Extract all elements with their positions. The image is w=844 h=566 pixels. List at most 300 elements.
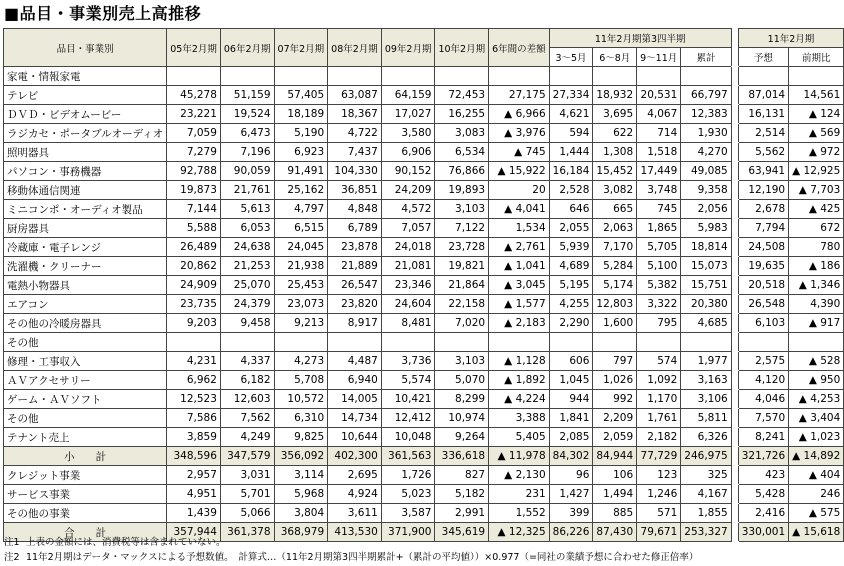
- value-cell: 622: [593, 124, 637, 143]
- value-cell: 1,841: [549, 409, 593, 428]
- value-cell: 5,182: [435, 485, 489, 504]
- value-cell: ▲ 4,224: [489, 390, 550, 409]
- value-cell: 2,182: [637, 428, 681, 447]
- header-year: 10年2月期: [435, 29, 489, 67]
- value-cell: [681, 67, 731, 86]
- value-cell: 9,213: [274, 314, 328, 333]
- value-cell: 3,083: [435, 124, 489, 143]
- value-cell: 84,944: [593, 447, 637, 466]
- value-cell: 49,085: [681, 162, 731, 181]
- value-cell: 63,087: [328, 86, 382, 105]
- value-cell: 4,685: [681, 314, 731, 333]
- value-cell: 321,726: [738, 447, 788, 466]
- value-cell: [274, 67, 328, 86]
- value-cell: 6,940: [328, 371, 382, 390]
- table-row: [4, 238, 844, 257]
- table-row: [4, 162, 844, 181]
- gap-cell: [731, 314, 738, 333]
- value-cell: 87,014: [738, 86, 788, 105]
- value-cell: 5,701: [220, 485, 274, 504]
- value-cell: [681, 333, 731, 352]
- value-cell: 347,579: [220, 447, 274, 466]
- value-cell: 19,893: [435, 181, 489, 200]
- value-cell: 21,864: [435, 276, 489, 295]
- value-cell: 26,489: [167, 238, 221, 257]
- value-cell: 3,322: [637, 295, 681, 314]
- value-cell: [489, 67, 550, 86]
- value-cell: 25,070: [220, 276, 274, 295]
- value-cell: [435, 67, 489, 86]
- value-cell: 795: [637, 314, 681, 333]
- value-cell: 4,722: [328, 124, 382, 143]
- value-cell: 368,979: [274, 523, 328, 542]
- value-cell: 231: [489, 485, 550, 504]
- value-cell: [328, 67, 382, 86]
- table-row: [4, 504, 844, 523]
- value-cell: 3,611: [328, 504, 382, 523]
- value-cell: 9,264: [435, 428, 489, 447]
- value-cell: 3,587: [381, 504, 435, 523]
- value-cell: 36,851: [328, 181, 382, 200]
- value-cell: 6,182: [220, 371, 274, 390]
- value-cell: 2,957: [167, 466, 221, 485]
- value-cell: 18,367: [328, 105, 382, 124]
- value-cell: ▲ 15,618: [789, 523, 844, 542]
- value-cell: 1,518: [637, 143, 681, 162]
- value-cell: 12,383: [681, 105, 731, 124]
- value-cell: [637, 333, 681, 352]
- value-cell: 3,106: [681, 390, 731, 409]
- table-row: [4, 257, 844, 276]
- value-cell: [381, 67, 435, 86]
- value-cell: 1,026: [593, 371, 637, 390]
- value-cell: ▲ 3,404: [789, 409, 844, 428]
- value-cell: 16,131: [738, 105, 788, 124]
- value-cell: 413,530: [328, 523, 382, 542]
- header-year: 05年2月期: [167, 29, 221, 67]
- value-cell: 574: [637, 352, 681, 371]
- value-cell: 330,001: [738, 523, 788, 542]
- value-cell: 51,159: [220, 86, 274, 105]
- value-cell: 17,027: [381, 105, 435, 124]
- value-cell: 87,430: [593, 523, 637, 542]
- table-row: [4, 409, 844, 428]
- value-cell: [220, 67, 274, 86]
- sales-table: [3, 28, 844, 542]
- table-body: [4, 67, 844, 542]
- value-cell: 3,103: [435, 200, 489, 219]
- value-cell: 1,246: [637, 485, 681, 504]
- row-label: パソコン・事務機器: [4, 162, 167, 181]
- value-cell: 10,421: [381, 390, 435, 409]
- value-cell: 77,729: [637, 447, 681, 466]
- value-cell: ▲ 124: [789, 105, 844, 124]
- value-cell: ▲ 12,325: [489, 523, 550, 542]
- value-cell: 4,572: [381, 200, 435, 219]
- value-cell: 4,390: [789, 295, 844, 314]
- value-cell: 86,226: [549, 523, 593, 542]
- value-cell: 7,170: [593, 238, 637, 257]
- value-cell: 21,081: [381, 257, 435, 276]
- value-cell: 6,053: [220, 219, 274, 238]
- value-cell: 2,991: [435, 504, 489, 523]
- value-cell: 246: [789, 485, 844, 504]
- value-cell: 18,932: [593, 86, 637, 105]
- value-cell: 3,748: [637, 181, 681, 200]
- value-cell: 2,528: [549, 181, 593, 200]
- value-cell: 4,689: [549, 257, 593, 276]
- row-label: 修理・工事収入: [4, 352, 167, 371]
- row-label: 照明器具: [4, 143, 167, 162]
- value-cell: 345,619: [435, 523, 489, 542]
- value-cell: 79,671: [637, 523, 681, 542]
- value-cell: [637, 67, 681, 86]
- gap-cell: [731, 466, 738, 485]
- value-cell: 3,388: [489, 409, 550, 428]
- value-cell: 10,048: [381, 428, 435, 447]
- value-cell: 348,596: [167, 447, 221, 466]
- value-cell: 5,968: [274, 485, 328, 504]
- table-row: [4, 428, 844, 447]
- value-cell: 23,728: [435, 238, 489, 257]
- value-cell: [274, 333, 328, 352]
- value-cell: 7,279: [167, 143, 221, 162]
- value-cell: 20,380: [681, 295, 731, 314]
- value-cell: 2,063: [593, 219, 637, 238]
- gap-cell: [731, 504, 738, 523]
- gap-cell: [731, 219, 738, 238]
- value-cell: 24,508: [738, 238, 788, 257]
- value-cell: ▲ 3,045: [489, 276, 550, 295]
- row-label: 厨房器具: [4, 219, 167, 238]
- value-cell: 1,855: [681, 504, 731, 523]
- value-cell: 6,923: [274, 143, 328, 162]
- value-cell: 336,618: [435, 447, 489, 466]
- value-cell: 20: [489, 181, 550, 200]
- gap-cell: [731, 333, 738, 352]
- value-cell: 3,736: [381, 352, 435, 371]
- value-cell: 26,547: [328, 276, 382, 295]
- value-cell: 4,167: [681, 485, 731, 504]
- value-cell: ▲ 917: [789, 314, 844, 333]
- value-cell: 7,562: [220, 409, 274, 428]
- value-cell: 10,644: [328, 428, 382, 447]
- table-row: [4, 447, 844, 466]
- value-cell: 96: [549, 466, 593, 485]
- value-cell: 253,327: [681, 523, 731, 542]
- value-cell: 3,580: [381, 124, 435, 143]
- value-cell: 6,103: [738, 314, 788, 333]
- value-cell: 5,705: [637, 238, 681, 257]
- value-cell: 1,761: [637, 409, 681, 428]
- value-cell: 672: [789, 219, 844, 238]
- value-cell: 5,588: [167, 219, 221, 238]
- row-label: 合 計: [4, 523, 167, 542]
- table-row: [4, 333, 844, 352]
- value-cell: 4,273: [274, 352, 328, 371]
- value-cell: 21,938: [274, 257, 328, 276]
- note-row: [4, 550, 698, 565]
- value-cell: 361,378: [220, 523, 274, 542]
- value-cell: 123: [637, 466, 681, 485]
- value-cell: 5,382: [637, 276, 681, 295]
- value-cell: ▲ 3,976: [489, 124, 550, 143]
- header-q3-group: 11年2月期第3四半期: [549, 29, 731, 48]
- gap-cell: [731, 390, 738, 409]
- value-cell: 797: [593, 352, 637, 371]
- value-cell: ▲ 12,925: [789, 162, 844, 181]
- value-cell: ▲ 1,041: [489, 257, 550, 276]
- value-cell: 6,534: [435, 143, 489, 162]
- note-text: 11年2月期はデータ・マックスによる予想数値。 計算式…（11年2月期第3四半期累計+（累計の平均値））×0.977（=同社の業績予想に合わせた修正倍率）: [26, 552, 699, 563]
- header-q3-col: 6～8月: [593, 48, 637, 67]
- value-cell: 24,018: [381, 238, 435, 257]
- value-cell: 57,405: [274, 86, 328, 105]
- value-cell: 361,563: [381, 447, 435, 466]
- value-cell: 63,941: [738, 162, 788, 181]
- row-label: ＡＶアクセサリー: [4, 371, 167, 390]
- value-cell: 885: [593, 504, 637, 523]
- value-cell: 9,458: [220, 314, 274, 333]
- value-cell: ▲ 404: [789, 466, 844, 485]
- value-cell: 399: [549, 504, 593, 523]
- value-cell: 5,190: [274, 124, 328, 143]
- value-cell: 64,159: [381, 86, 435, 105]
- value-cell: 5,613: [220, 200, 274, 219]
- value-cell: 3,859: [167, 428, 221, 447]
- value-cell: 2,575: [738, 352, 788, 371]
- row-label: その他: [4, 333, 167, 352]
- value-cell: 1,977: [681, 352, 731, 371]
- table-row: [4, 390, 844, 409]
- value-cell: 3,082: [593, 181, 637, 200]
- value-cell: 19,873: [167, 181, 221, 200]
- table-row: [4, 485, 844, 504]
- value-cell: ▲ 1,128: [489, 352, 550, 371]
- value-cell: ▲ 528: [789, 352, 844, 371]
- value-cell: 2,055: [549, 219, 593, 238]
- value-cell: 8,241: [738, 428, 788, 447]
- row-label: その他: [4, 409, 167, 428]
- value-cell: 1,170: [637, 390, 681, 409]
- value-cell: 1,427: [549, 485, 593, 504]
- value-cell: 594: [549, 124, 593, 143]
- value-cell: 6,473: [220, 124, 274, 143]
- value-cell: [549, 67, 593, 86]
- value-cell: 1,308: [593, 143, 637, 162]
- value-cell: 5,428: [738, 485, 788, 504]
- value-cell: 12,523: [167, 390, 221, 409]
- value-cell: 5,405: [489, 428, 550, 447]
- value-cell: ▲ 14,892: [789, 447, 844, 466]
- note-label: 注2: [4, 552, 20, 563]
- value-cell: 5,811: [681, 409, 731, 428]
- value-cell: 2,416: [738, 504, 788, 523]
- value-cell: 646: [549, 200, 593, 219]
- value-cell: 8,917: [328, 314, 382, 333]
- row-label: ミニコンポ・オーディオ製品: [4, 200, 167, 219]
- value-cell: 66,797: [681, 86, 731, 105]
- value-cell: 6,326: [681, 428, 731, 447]
- value-cell: 571: [637, 504, 681, 523]
- value-cell: 1,439: [167, 504, 221, 523]
- value-cell: 12,603: [220, 390, 274, 409]
- value-cell: 4,255: [549, 295, 593, 314]
- value-cell: 12,190: [738, 181, 788, 200]
- value-cell: ▲ 1,346: [789, 276, 844, 295]
- gap-cell: [731, 409, 738, 428]
- notes: [4, 535, 698, 565]
- table-row: [4, 219, 844, 238]
- value-cell: ▲ 2,761: [489, 238, 550, 257]
- value-cell: 4,848: [328, 200, 382, 219]
- value-cell: 23,346: [381, 276, 435, 295]
- header-row-top: [4, 29, 844, 48]
- row-label: その他の冷暖房器具: [4, 314, 167, 333]
- value-cell: 90,059: [220, 162, 274, 181]
- value-cell: 21,889: [328, 257, 382, 276]
- gap-cell: [731, 428, 738, 447]
- value-cell: [593, 67, 637, 86]
- value-cell: 25,453: [274, 276, 328, 295]
- value-cell: 5,195: [549, 276, 593, 295]
- value-cell: 423: [738, 466, 788, 485]
- value-cell: [789, 67, 844, 86]
- value-cell: 2,695: [328, 466, 382, 485]
- table-row: [4, 295, 844, 314]
- value-cell: 23,878: [328, 238, 382, 257]
- value-cell: [593, 333, 637, 352]
- value-cell: ▲ 569: [789, 124, 844, 143]
- gap-cell: [731, 105, 738, 124]
- table-row: [4, 86, 844, 105]
- value-cell: 325: [681, 466, 731, 485]
- value-cell: 104,330: [328, 162, 382, 181]
- value-cell: 606: [549, 352, 593, 371]
- gap-cell: [731, 86, 738, 105]
- value-cell: 18,189: [274, 105, 328, 124]
- value-cell: [489, 333, 550, 352]
- page-title: ■品目・事業別売上高推移: [4, 4, 202, 23]
- value-cell: 3,031: [220, 466, 274, 485]
- value-cell: 1,444: [549, 143, 593, 162]
- gap-cell: [731, 295, 738, 314]
- value-cell: 7,586: [167, 409, 221, 428]
- value-cell: 14,734: [328, 409, 382, 428]
- value-cell: 45,278: [167, 86, 221, 105]
- value-cell: 17,449: [637, 162, 681, 181]
- value-cell: 23,221: [167, 105, 221, 124]
- value-cell: 12,412: [381, 409, 435, 428]
- value-cell: ▲ 745: [489, 143, 550, 162]
- value-cell: [738, 67, 788, 86]
- value-cell: ▲ 2,183: [489, 314, 550, 333]
- value-cell: 4,231: [167, 352, 221, 371]
- gap-cell: [731, 67, 738, 86]
- gap-cell: [731, 447, 738, 466]
- gap-cell: [731, 276, 738, 295]
- value-cell: 402,300: [328, 447, 382, 466]
- header-q3-col: 3～5月: [549, 48, 593, 67]
- value-cell: 7,144: [167, 200, 221, 219]
- table-row: [4, 181, 844, 200]
- header-diff: 6年間の差額: [489, 29, 550, 67]
- value-cell: 15,452: [593, 162, 637, 181]
- value-cell: ▲ 4,041: [489, 200, 550, 219]
- table-row: [4, 67, 844, 86]
- value-cell: 4,270: [681, 143, 731, 162]
- value-cell: 371,900: [381, 523, 435, 542]
- value-cell: ▲ 6,966: [489, 105, 550, 124]
- gap-cell: [731, 352, 738, 371]
- gap-cell: [731, 181, 738, 200]
- row-label: テレビ: [4, 86, 167, 105]
- value-cell: [328, 333, 382, 352]
- value-cell: 91,491: [274, 162, 328, 181]
- row-label: ＤＶＤ・ビデオムービー: [4, 105, 167, 124]
- value-cell: ▲ 4,253: [789, 390, 844, 409]
- row-label: ラジカセ・ポータブルオーディオ: [4, 124, 167, 143]
- value-cell: 24,909: [167, 276, 221, 295]
- value-cell: 4,797: [274, 200, 328, 219]
- value-cell: 24,209: [381, 181, 435, 200]
- value-cell: 2,085: [549, 428, 593, 447]
- value-cell: 4,337: [220, 352, 274, 371]
- value-cell: ▲ 425: [789, 200, 844, 219]
- value-cell: 24,604: [381, 295, 435, 314]
- value-cell: 3,804: [274, 504, 328, 523]
- value-cell: 7,122: [435, 219, 489, 238]
- header-gap: [731, 29, 738, 67]
- value-cell: 10,572: [274, 390, 328, 409]
- value-cell: 827: [435, 466, 489, 485]
- value-cell: 20,531: [637, 86, 681, 105]
- value-cell: 9,358: [681, 181, 731, 200]
- value-cell: 21,253: [220, 257, 274, 276]
- value-cell: 84,302: [549, 447, 593, 466]
- value-cell: 7,057: [381, 219, 435, 238]
- value-cell: 6,515: [274, 219, 328, 238]
- gap-cell: [731, 238, 738, 257]
- value-cell: ▲ 11,978: [489, 447, 550, 466]
- row-label: 電熱小物器具: [4, 276, 167, 295]
- value-cell: 25,162: [274, 181, 328, 200]
- value-cell: [167, 333, 221, 352]
- table-row: [4, 276, 844, 295]
- note-label: 注1: [4, 537, 20, 548]
- header-year: 06年2月期: [220, 29, 274, 67]
- value-cell: 22,158: [435, 295, 489, 314]
- value-cell: 7,020: [435, 314, 489, 333]
- value-cell: 6,962: [167, 371, 221, 390]
- header-year: 07年2月期: [274, 29, 328, 67]
- value-cell: 5,174: [593, 276, 637, 295]
- value-cell: 5,939: [549, 238, 593, 257]
- header-q3-col: 累計: [681, 48, 731, 67]
- value-cell: 246,975: [681, 447, 731, 466]
- value-cell: 6,310: [274, 409, 328, 428]
- value-cell: 9,203: [167, 314, 221, 333]
- table-row: [4, 124, 844, 143]
- value-cell: 92,788: [167, 162, 221, 181]
- value-cell: 15,073: [681, 257, 731, 276]
- value-cell: 12,803: [593, 295, 637, 314]
- value-cell: [381, 333, 435, 352]
- header-fy-col: 予想: [738, 48, 788, 67]
- value-cell: 20,518: [738, 276, 788, 295]
- value-cell: 665: [593, 200, 637, 219]
- value-cell: 4,120: [738, 371, 788, 390]
